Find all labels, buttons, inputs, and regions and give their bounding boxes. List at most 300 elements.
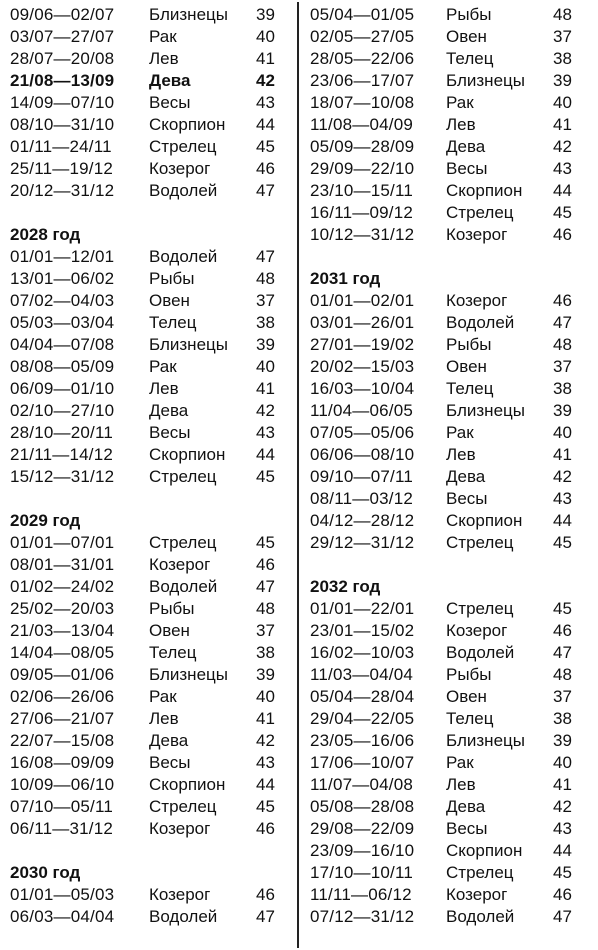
date-range: 05/09—28/09 (310, 137, 415, 156)
table-row (310, 224, 595, 246)
table-row (10, 752, 290, 774)
page-number: 43 (553, 819, 572, 838)
page-number: 45 (553, 863, 572, 882)
zodiac-sign: Весы (446, 159, 488, 178)
page-number: 39 (553, 401, 572, 420)
page-number: 38 (256, 313, 275, 332)
date-range: 29/04—22/05 (310, 709, 415, 728)
date-range: 23/06—17/07 (310, 71, 415, 90)
table-row (10, 334, 290, 356)
table-row (310, 884, 595, 906)
page-number: 42 (553, 137, 572, 156)
zodiac-sign: Рыбы (446, 335, 492, 354)
table-row (10, 400, 290, 422)
date-range: 16/11—09/12 (310, 203, 414, 222)
zodiac-sign: Козерог (149, 555, 211, 574)
date-range: 05/04—01/05 (310, 5, 415, 24)
page-number: 44 (553, 181, 572, 200)
date-range: 05/03—03/04 (10, 313, 115, 332)
table-row (10, 642, 290, 664)
table-row (10, 70, 290, 92)
table-row (10, 686, 290, 708)
page-number: 40 (553, 423, 572, 442)
date-range: 01/01—22/01 (310, 599, 415, 618)
column-divider (297, 2, 299, 948)
table-row (10, 620, 290, 642)
page-number: 45 (553, 599, 572, 618)
year-heading: 2028 год (10, 225, 81, 244)
page-number: 46 (256, 885, 275, 904)
table-row (10, 312, 290, 334)
zodiac-sign: Козерог (446, 225, 508, 244)
page-number: 45 (553, 533, 572, 552)
date-range: 20/12—31/12 (10, 181, 115, 200)
zodiac-sign: Близнецы (149, 665, 228, 684)
date-range: 23/01—15/02 (310, 621, 415, 640)
date-range: 11/07—04/08 (310, 775, 414, 794)
date-range: 22/07—15/08 (10, 731, 115, 750)
table-row (310, 664, 595, 686)
table-row (310, 620, 595, 642)
date-range: 05/08—28/08 (310, 797, 415, 816)
table-row (310, 422, 595, 444)
date-range: 06/09—01/10 (10, 379, 115, 398)
date-range: 09/10—07/11 (310, 467, 414, 486)
page-number: 42 (256, 731, 275, 750)
table-row (10, 114, 290, 136)
zodiac-sign: Близнецы (446, 401, 525, 420)
page-number: 38 (553, 709, 572, 728)
zodiac-sign: Близнецы (446, 731, 525, 750)
zodiac-sign: Скорпион (446, 181, 523, 200)
year-heading: 2032 год (310, 577, 381, 596)
zodiac-sign: Овен (149, 621, 190, 640)
table-row (10, 796, 290, 818)
table-row (310, 92, 595, 114)
page-number: 48 (553, 665, 572, 684)
zodiac-sign: Стрелец (446, 599, 514, 618)
zodiac-sign: Стрелец (446, 203, 514, 222)
year-heading: 2030 год (10, 863, 81, 882)
page-number: 48 (256, 599, 275, 618)
page-number: 38 (553, 379, 572, 398)
zodiac-sign: Лев (446, 445, 476, 464)
page-number: 45 (256, 797, 275, 816)
date-range: 01/11—24/11 (10, 137, 112, 156)
table-row (10, 708, 290, 730)
page-number: 46 (553, 885, 572, 904)
table-row (310, 290, 595, 312)
page-number: 39 (256, 665, 275, 684)
page-number: 45 (256, 533, 275, 552)
page-number: 48 (553, 5, 572, 24)
zodiac-sign: Овен (446, 27, 487, 46)
table-row (10, 356, 290, 378)
date-range: 29/12—31/12 (310, 533, 415, 552)
date-range: 20/02—15/03 (310, 357, 415, 376)
date-range: 14/09—07/10 (10, 93, 115, 112)
table-row (310, 444, 595, 466)
section-gap (10, 840, 290, 862)
date-range: 17/10—10/11 (310, 863, 414, 882)
zodiac-sign: Водолей (149, 181, 218, 200)
zodiac-sign: Лев (446, 775, 476, 794)
section-gap (10, 202, 290, 224)
table-row (10, 444, 290, 466)
zodiac-sign: Лев (149, 49, 179, 68)
table-row (10, 906, 290, 928)
zodiac-sign: Стрелец (446, 533, 514, 552)
table-row (310, 26, 595, 48)
page-number: 40 (256, 357, 275, 376)
table-row (310, 202, 595, 224)
date-range: 16/02—10/03 (310, 643, 415, 662)
zodiac-sign: Весы (149, 753, 191, 772)
date-range: 02/05—27/05 (310, 27, 415, 46)
zodiac-sign: Водолей (446, 643, 515, 662)
page-number: 39 (553, 71, 572, 90)
zodiac-sign: Дева (446, 797, 486, 816)
date-range: 11/04—06/05 (310, 401, 414, 420)
page-number: 40 (256, 27, 275, 46)
zodiac-sign: Дева (446, 137, 486, 156)
table-row (310, 488, 595, 510)
page-number: 46 (256, 159, 275, 178)
page-number: 38 (553, 49, 572, 68)
page-number: 39 (256, 5, 275, 24)
table-row (10, 4, 290, 26)
date-range: 16/03—10/04 (310, 379, 415, 398)
page-number: 44 (553, 511, 572, 530)
date-range: 02/06—26/06 (10, 687, 115, 706)
date-range: 21/03—13/04 (10, 621, 115, 640)
date-range: 28/07—20/08 (10, 49, 115, 68)
zodiac-sign: Дева (446, 467, 486, 486)
date-range: 28/05—22/06 (310, 49, 415, 68)
table-row (310, 840, 595, 862)
table-row (10, 180, 290, 202)
zodiac-sign: Рак (149, 687, 177, 706)
zodiac-sign: Лев (149, 709, 179, 728)
date-range: 21/08—13/09 (10, 71, 115, 90)
table-row (10, 422, 290, 444)
page-number: 42 (553, 797, 572, 816)
page-number: 47 (553, 643, 572, 662)
date-range: 23/09—16/10 (310, 841, 415, 860)
zodiac-sign: Близнецы (149, 5, 228, 24)
date-range: 29/08—22/09 (310, 819, 415, 838)
zodiac-sign: Телец (446, 709, 494, 728)
page-number: 48 (256, 269, 275, 288)
page-number: 39 (256, 335, 275, 354)
date-range: 25/02—20/03 (10, 599, 115, 618)
page-number: 44 (256, 115, 275, 134)
zodiac-sign: Рак (446, 753, 474, 772)
zodiac-sign: Весы (446, 819, 488, 838)
right-column (310, 4, 595, 928)
zodiac-sign: Рак (149, 357, 177, 376)
table-row (310, 598, 595, 620)
date-range: 29/09—22/10 (310, 159, 415, 178)
zodiac-sign: Рак (446, 93, 474, 112)
page-number: 45 (256, 467, 275, 486)
zodiac-sign: Скорпион (446, 841, 523, 860)
table-row (310, 796, 595, 818)
year-heading: 2029 год (10, 511, 81, 530)
table-row (310, 818, 595, 840)
table-row (10, 158, 290, 180)
zodiac-sign: Весы (149, 423, 191, 442)
table-row (310, 48, 595, 70)
zodiac-sign: Овен (446, 357, 487, 376)
zodiac-sign: Козерог (446, 885, 508, 904)
page-number: 40 (256, 687, 275, 706)
table-row (310, 114, 595, 136)
page-number: 41 (256, 709, 275, 728)
page-number: 46 (256, 555, 275, 574)
zodiac-sign: Дева (149, 71, 191, 90)
zodiac-sign: Близнецы (149, 335, 228, 354)
zodiac-sign: Козерог (149, 885, 211, 904)
page-number: 47 (553, 907, 572, 926)
table-row (10, 26, 290, 48)
date-range: 18/07—10/08 (310, 93, 415, 112)
date-range: 09/06—02/07 (10, 5, 115, 24)
page-number: 43 (256, 93, 275, 112)
date-range: 10/09—06/10 (10, 775, 115, 794)
page-number: 47 (256, 181, 275, 200)
zodiac-sign: Весы (149, 93, 191, 112)
table-row (10, 664, 290, 686)
page-number: 47 (256, 907, 275, 926)
date-range: 07/02—04/03 (10, 291, 115, 310)
zodiac-sign: Козерог (446, 621, 508, 640)
page-number: 43 (256, 423, 275, 442)
page-number: 41 (256, 379, 275, 398)
date-range: 06/06—08/10 (310, 445, 415, 464)
table-row (310, 730, 595, 752)
zodiac-sign: Козерог (149, 159, 211, 178)
date-range: 07/10—05/11 (10, 797, 114, 816)
date-range: 03/01—26/01 (310, 313, 415, 332)
zodiac-sign: Дева (149, 401, 189, 420)
date-range: 09/05—01/06 (10, 665, 115, 684)
section-gap (10, 488, 290, 510)
date-range: 01/01—12/01 (10, 247, 115, 266)
page-number: 47 (256, 577, 275, 596)
table-row (310, 510, 595, 532)
date-range: 08/01—31/01 (10, 555, 115, 574)
table-row (310, 334, 595, 356)
page-number: 47 (256, 247, 275, 266)
date-range: 27/06—21/07 (10, 709, 115, 728)
zodiac-sign: Скорпион (149, 115, 226, 134)
zodiac-sign: Телец (446, 379, 494, 398)
zodiac-sign: Рыбы (446, 665, 492, 684)
zodiac-sign: Рыбы (446, 5, 492, 24)
date-range: 16/08—09/09 (10, 753, 115, 772)
table-row (310, 400, 595, 422)
page-number: 45 (553, 203, 572, 222)
table-row (310, 752, 595, 774)
table-row (310, 356, 595, 378)
date-range: 14/04—08/05 (10, 643, 115, 662)
page-number: 44 (256, 775, 275, 794)
date-range: 08/11—03/12 (310, 489, 414, 508)
table-row (10, 532, 290, 554)
date-range: 15/12—31/12 (10, 467, 115, 486)
date-range: 11/03—04/04 (310, 665, 414, 684)
date-range: 01/02—24/02 (10, 577, 115, 596)
table-row (310, 532, 595, 554)
zodiac-sign: Водолей (149, 907, 218, 926)
zodiac-sign: Козерог (149, 819, 211, 838)
year-heading: 2031 год (310, 269, 381, 288)
date-range: 28/10—20/11 (10, 423, 114, 442)
date-range: 03/07—27/07 (10, 27, 115, 46)
zodiac-sign: Лев (149, 379, 179, 398)
page-number: 41 (553, 115, 572, 134)
left-column (10, 4, 290, 928)
zodiac-sign: Рыбы (149, 599, 195, 618)
page-number: 44 (256, 445, 275, 464)
date-range: 01/01—07/01 (10, 533, 115, 552)
table-row (310, 4, 595, 26)
page-number: 42 (256, 401, 275, 420)
page-number: 44 (553, 841, 572, 860)
zodiac-sign: Скорпион (446, 511, 523, 530)
table-row (10, 554, 290, 576)
page-number: 42 (256, 71, 275, 90)
table-row (310, 378, 595, 400)
table-row (310, 862, 595, 884)
table-row (10, 818, 290, 840)
page-number: 47 (553, 313, 572, 332)
table-row (10, 774, 290, 796)
zodiac-sign: Водолей (446, 313, 515, 332)
page-number: 37 (553, 357, 572, 376)
page-number: 48 (553, 335, 572, 354)
date-range: 23/10—15/11 (310, 181, 414, 200)
zodiac-sign: Овен (446, 687, 487, 706)
page-number: 40 (553, 93, 572, 112)
zodiac-sign: Водолей (149, 247, 218, 266)
page-number: 37 (256, 291, 275, 310)
page-number: 43 (256, 753, 275, 772)
table-row (10, 48, 290, 70)
zodiac-sign: Скорпион (149, 775, 226, 794)
date-range: 02/10—27/10 (10, 401, 115, 420)
date-range: 10/12—31/12 (310, 225, 415, 244)
table-row (310, 70, 595, 92)
table-row (310, 466, 595, 488)
table-row (310, 312, 595, 334)
date-range: 06/03—04/04 (10, 907, 115, 926)
zodiac-sign: Рыбы (149, 269, 195, 288)
zodiac-sign: Стрелец (149, 467, 217, 486)
table-row (310, 158, 595, 180)
page-number: 43 (553, 159, 572, 178)
page-number: 43 (553, 489, 572, 508)
zodiac-sign: Близнецы (446, 71, 525, 90)
page-number: 41 (256, 49, 275, 68)
date-range: 17/06—10/07 (310, 753, 415, 772)
date-range: 01/01—02/01 (310, 291, 415, 310)
table-row (310, 136, 595, 158)
table-row (310, 180, 595, 202)
date-range: 25/11—19/12 (10, 159, 114, 178)
date-range: 11/08—04/09 (310, 115, 414, 134)
table-row (310, 686, 595, 708)
page-number: 46 (553, 291, 572, 310)
table-row (310, 774, 595, 796)
zodiac-sign: Стрелец (149, 797, 217, 816)
zodiac-sign: Водолей (149, 577, 218, 596)
date-range: 13/01—06/02 (10, 269, 115, 288)
zodiac-sign: Телец (149, 643, 197, 662)
table-row (310, 642, 595, 664)
zodiac-sign: Водолей (446, 907, 515, 926)
zodiac-sign: Стрелец (446, 863, 514, 882)
zodiac-sign: Рак (446, 423, 474, 442)
zodiac-sign: Рак (149, 27, 177, 46)
date-range: 07/05—05/06 (310, 423, 415, 442)
date-range: 08/10—31/10 (10, 115, 115, 134)
section-gap (310, 246, 595, 268)
page-number: 41 (553, 775, 572, 794)
zodiac-sign: Весы (446, 489, 488, 508)
date-range: 23/05—16/06 (310, 731, 415, 750)
table-row (310, 708, 595, 730)
date-range: 21/11—14/12 (10, 445, 114, 464)
date-range: 06/11—31/12 (10, 819, 114, 838)
table-row (10, 378, 290, 400)
page-number: 45 (256, 137, 275, 156)
zodiac-sign: Козерог (446, 291, 508, 310)
page-number: 40 (553, 753, 572, 772)
zodiac-sign: Лев (446, 115, 476, 134)
table-row (10, 730, 290, 752)
table-row (310, 906, 595, 928)
page-number: 37 (256, 621, 275, 640)
zodiac-sign: Овен (149, 291, 190, 310)
date-range: 05/04—28/04 (310, 687, 415, 706)
page-number: 46 (553, 225, 572, 244)
zodiac-sign: Стрелец (149, 137, 217, 156)
page-number: 39 (553, 731, 572, 750)
date-range: 08/08—05/09 (10, 357, 115, 376)
table-row (10, 246, 290, 268)
zodiac-sign: Стрелец (149, 533, 217, 552)
table-row (10, 268, 290, 290)
zodiac-sign: Скорпион (149, 445, 226, 464)
page-number: 46 (553, 621, 572, 640)
table-row (10, 576, 290, 598)
table-row (10, 136, 290, 158)
date-range: 27/01—19/02 (310, 335, 415, 354)
date-range: 01/01—05/03 (10, 885, 115, 904)
zodiac-sign: Телец (446, 49, 494, 68)
date-range: 04/04—07/08 (10, 335, 115, 354)
section-gap (310, 554, 595, 576)
date-range: 11/11—06/12 (310, 885, 412, 904)
page-number: 42 (553, 467, 572, 486)
table-row (10, 92, 290, 114)
table-row (10, 598, 290, 620)
table-row (10, 884, 290, 906)
page-number: 37 (553, 687, 572, 706)
zodiac-sign: Телец (149, 313, 197, 332)
